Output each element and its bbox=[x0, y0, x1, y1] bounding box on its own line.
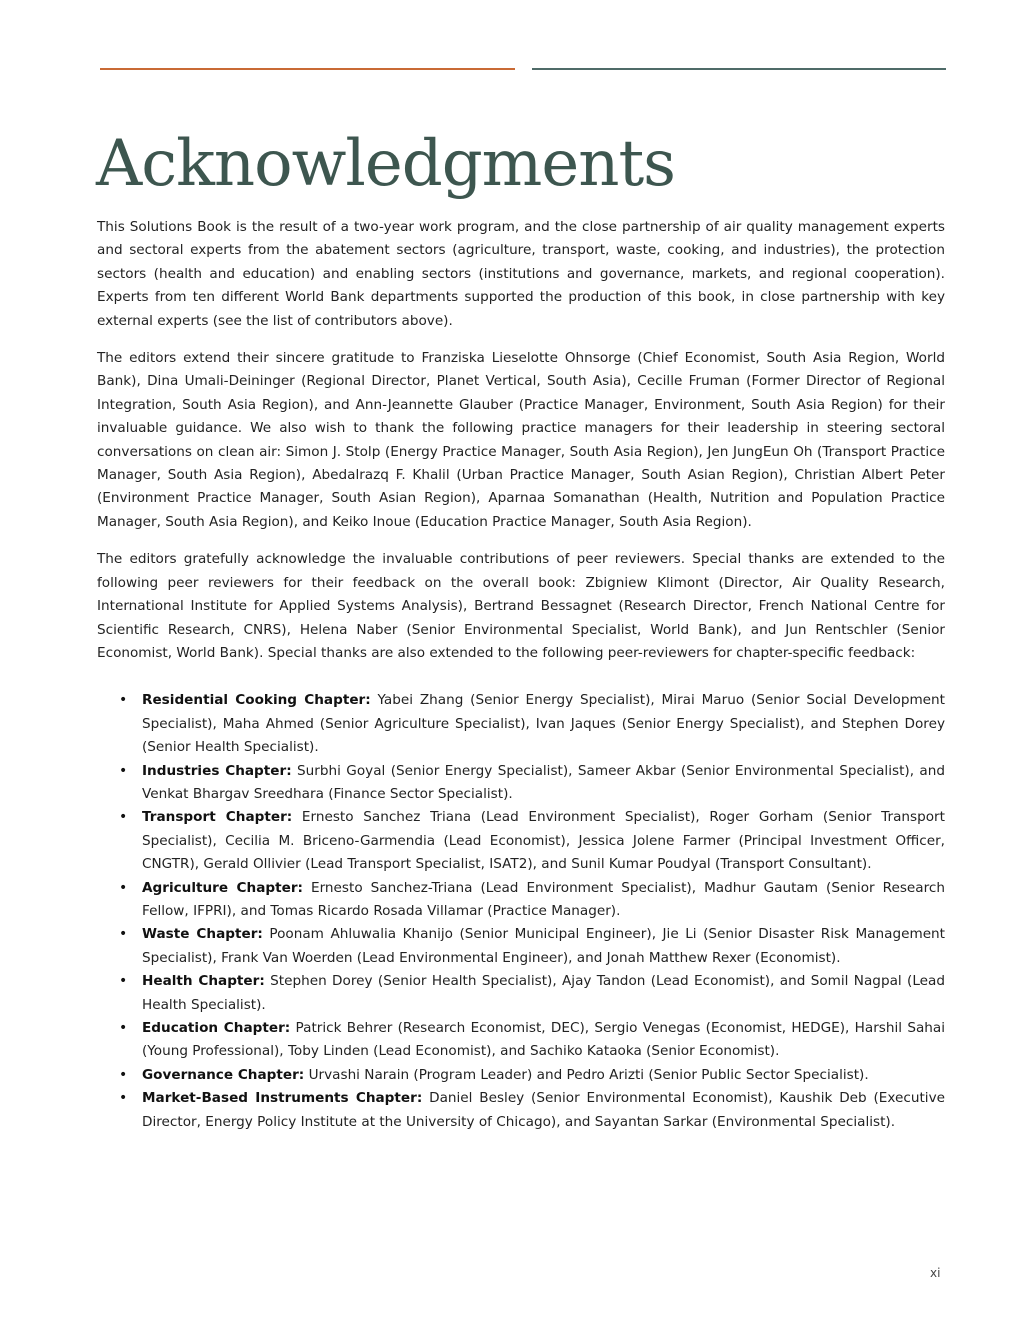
chapter-label: Education Chapter: bbox=[142, 1020, 291, 1036]
gratitude-paragraph: The editors extend their sincere gratitude to Franziska Lieselotte Ohnsorge (Chief Economist, South Asia Region, World Bank), Dina Umali-Deininger (Regional Director, Planet Vertical, South Asia), Cecille Fruman (Former Director of Regional Integration, South Asia Region), and Ann-Jeannette Glauber (Practice Manager, Environment, South Asia Region) for their invaluable guidance. We also wish to thank the following practice managers for their leadership in steering sectoral conversations on clean air: Simon J. Stolp (Energy Practice Manager, South Asia Region), Jen JungEun Oh (Transport Practice Manager, South Asia Region), Abedalrazq F. Khalil (Urban Practice Manager, South Asian Region), Christian Albert Peter (Environment Practice Manager, South Asian Region), Aparnaa Somanathan (Health, Nutrition and Population Practice Manager, South Asia Region), and Keiko Inoue (Education Practice Manager, South Asia Region). bbox=[97, 350, 945, 530]
chapter-reviewers: Urvashi Narain (Program Leader) and Pedro Arizti (Senior Public Sector Specialist). bbox=[304, 1066, 869, 1083]
chapter-reviewers: Ernesto Sanchez Triana (Lead Environment Specialist), Roger Gorham (Senior Transport Specialist), Cecilia M. Briceno-Garmendia (Lead Economist), Jessica Jolene Farmer (Principal Investment Officer, CNGTR), Gerald Ollivier (Lead Transport Specialist, ISAT2), and Sunil Kumar Poudyal (Transport Consultant). bbox=[142, 809, 945, 873]
list-item-education bbox=[142, 1017, 945, 1064]
list-item-residential-cooking bbox=[142, 689, 945, 759]
chapter-label: Industries Chapter: bbox=[142, 762, 292, 779]
list-item-market-based-instruments bbox=[142, 1087, 945, 1134]
list-item-industries bbox=[142, 760, 945, 807]
list-item-governance bbox=[142, 1064, 945, 1087]
chapter-reviewers: Surbhi Goyal (Senior Energy Specialist), Sameer Akbar (Senior Environmental Specialist), and Venkat Bhargav Sreedhara (Finance Sector Specialist). bbox=[142, 762, 945, 802]
chapter-reviewers: Stephen Dorey (Senior Health Specialist), Ajay Tandon (Lead Economist), and Somil Nagpal (Lead Health Specialist). bbox=[142, 973, 945, 1013]
chapter-label: Residential Cooking Chapter: bbox=[142, 692, 371, 709]
chapter-reviewers-list bbox=[97, 689, 945, 1134]
chapter-label: Transport Chapter: bbox=[142, 809, 293, 826]
header-rule-left bbox=[100, 68, 515, 70]
chapter-label: Market-Based Instruments Chapter: bbox=[142, 1090, 423, 1107]
page-title: Acknowledgments bbox=[96, 127, 675, 201]
chapter-reviewers: Poonam Ahluwalia Khanijo (Senior Municipal Engineer), Jie Li (Senior Disaster Risk Management Specialist), Frank Van Woerden (Lead Environmental Engineer), and Jonah Matthew Rexer (Economist). bbox=[142, 926, 946, 966]
header-rule-right bbox=[532, 68, 946, 70]
chapter-reviewers: Ernesto Sanchez-Triana (Lead Environment Specialist), Madhur Gautam (Senior Research Fellow, IFPRI), and Tomas Ricardo Rosada Villamar (Practice Manager). bbox=[142, 879, 945, 919]
chapter-label: Health Chapter: bbox=[142, 973, 265, 990]
chapter-reviewers: Daniel Besley (Senior Environmental Economist), Kaushik Deb (Executive Director, Energy Policy Institute at the University of Chicago), and Sayantan Sarkar (Environmental Specialist). bbox=[142, 1090, 945, 1130]
list-item-agriculture bbox=[142, 877, 945, 924]
chapter-label: Governance Chapter: bbox=[142, 1066, 305, 1083]
page-number: xi bbox=[930, 1266, 941, 1280]
list-item-waste bbox=[142, 923, 945, 970]
peer-review-paragraph: The editors gratefully acknowledge the invaluable contributions of peer reviewers. Special thanks are extended to the following peer reviewers for their feedback on the overall book: Zbigniew Klimont (Director, Air Quality Research, International Institute for Applied Systems Analysis), Bertrand Bessagnet (Research Director, French National Centre for Scientific Research, CNRS), Helena Naber (Senior Environmental Specialist, World Bank), and Jun Rentschler (Senior Economist, World Bank). Special thanks are also extended to the following peer-reviewers for chapter-specific feedback: bbox=[97, 551, 945, 661]
chapter-label: Waste Chapter: bbox=[142, 926, 263, 943]
chapter-label: Agriculture Chapter: bbox=[142, 879, 303, 896]
chapter-reviewers: Patrick Behrer (Research Economist, DEC), Sergio Venegas (Economist, HEDGE), Harshil Sahai (Young Professional), Toby Linden (Lead Economist), and Sachiko Kataoka (Senior Economist). bbox=[142, 1020, 946, 1060]
list-item-health bbox=[142, 970, 945, 1017]
list-item-transport bbox=[142, 806, 945, 876]
body-content bbox=[97, 216, 945, 1134]
intro-paragraph: This Solutions Book is the result of a two-year work program, and the close partnership of air quality management experts and sectoral experts from the abatement sectors (agriculture, transport, waste, cooking, and industries), the protection sectors (health and education) and enabling sectors (institutions and governance, markets, and regional cooperation). Experts from ten different World Bank departments supported the production of this book, in close partnership with key external experts (see the list of contributors above). bbox=[97, 219, 945, 329]
chapter-reviewers: Yabei Zhang (Senior Energy Specialist), Mirai Maruo (Senior Social Development Specialist), Maha Ahmed (Senior Agriculture Specialist), Ivan Jaques (Senior Energy Specialist), and Stephen Dorey (Senior Health Specialist). bbox=[142, 692, 945, 756]
